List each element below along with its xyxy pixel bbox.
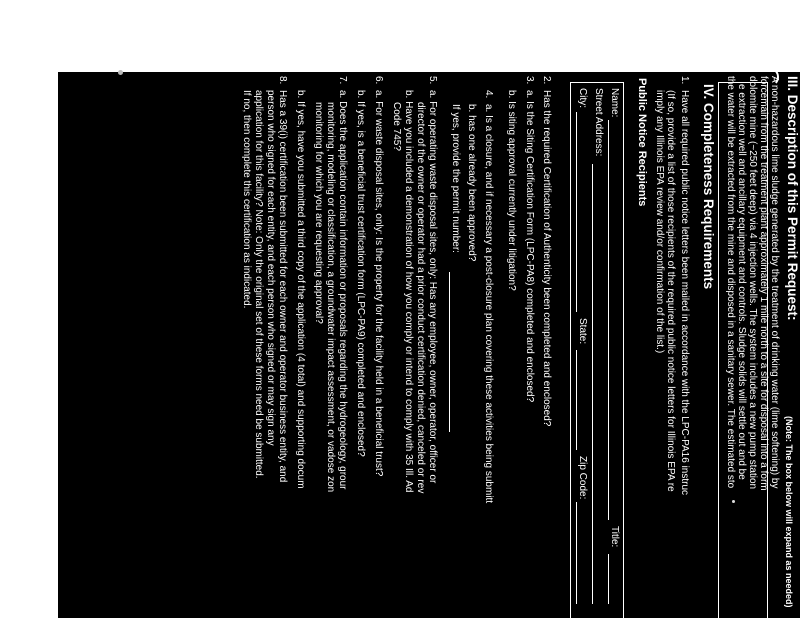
scan-speck — [732, 500, 735, 503]
item-7-number: 7. — [337, 76, 348, 85]
city-label: City: — [577, 88, 588, 108]
description-line-3: dolomite mine (~250 feet deep) via 4 injection wells. The system includes a new pump station — [747, 76, 758, 490]
section-3-note: (Note: The box below will expand as needed) — [784, 416, 794, 608]
title-label: Title: — [609, 526, 620, 548]
item-8-text-cont-3: If no, then complete this certification as indicated. — [241, 90, 252, 309]
city-field[interactable] — [576, 112, 577, 312]
item-3a-text: a. Is the Siting Certification Form (LPC-PA8) completed and enclosed? — [524, 90, 535, 403]
item-1-text: Have all required public notice letters been mailed in accordance with the LPC-PA16 instruc — [679, 90, 690, 496]
item-5a-text: a. For operating waste disposal sites, only: Has any employee, owner, operator, officer or — [427, 90, 438, 484]
item-7a-text-cont-1: monitoring, modeling or classification, a groundwater impact assessment, or vadose zon — [325, 102, 336, 493]
item-4-number: 4. — [483, 90, 494, 99]
item-1-sub-1: (If so, provide a list of those recipients of the required public notice letters for Illinois EPA re — [665, 90, 676, 492]
item-5-number: 5. — [427, 76, 438, 85]
permit-number-label: If yes, provide the permit number: — [450, 104, 461, 253]
scan-speck — [118, 70, 123, 75]
item-6b-text: b. If yes, is a beneficial trust certification form (LPC-PA9) completed and enclosed? — [355, 90, 366, 457]
description-line-5: the water will be extracted from the mine and disposed in a sanitary sewer. The estimated sto — [725, 76, 736, 489]
item-3-number: 3. — [524, 76, 535, 85]
public-notice-heading: Public Notice Recipients — [636, 78, 648, 207]
item-1-sub-2: imply any Illinois EPA review and/or confirmation of the list.) — [654, 90, 665, 354]
description-line-1: A non-hazardous lime sludge generated by the treatment of drinking water (lime softening) by — [769, 76, 780, 489]
rotated-document — [58, 72, 800, 618]
item-7a-text-cont-2: monitoring for which you are requesting approval? — [313, 102, 324, 324]
item-4a-text: a. Is a closure, and if necessary a post-closure plan covering these activities being submitt — [483, 104, 494, 504]
item-6-number: 6. — [373, 76, 384, 85]
name-field[interactable] — [608, 120, 609, 520]
zip-code-field[interactable] — [576, 502, 577, 604]
state-field[interactable] — [576, 350, 577, 450]
item-1-number: 1. — [679, 76, 690, 85]
description-line-4: e extraction well and ancillary equipment and controls. Sludge solids will settle out and be — [736, 84, 747, 480]
item-2-number: 2. — [541, 76, 552, 85]
item-5b-text: b. Have you included a demonstration of how you comply or intend to comply with 35 Ill. Ad — [403, 90, 414, 493]
item-5b-text-cont: Code 745? — [391, 102, 402, 151]
zip-code-label: Zip Code: — [577, 456, 588, 500]
street-address-field[interactable] — [592, 164, 593, 604]
item-8-number: 8. — [277, 76, 288, 85]
item-3b-text: b. Is siting approval currently under litigation? — [506, 90, 517, 291]
item-6a-text: a. For waste disposal sites, only: Is the property for the facility held in a beneficial trust? — [373, 90, 384, 477]
item-8-text-cont-1: person who signed for each entity, and each person who signed or may sign any — [265, 90, 276, 446]
permit-number-field[interactable] — [449, 272, 450, 432]
scanned-page — [58, 72, 800, 618]
item-4b-text: b. has one already been approved? — [466, 104, 477, 262]
description-line-2: forcemain from the treatment plant approximately 1 mile north to a site for disposal into a form — [758, 76, 769, 491]
name-label: Name: — [609, 88, 620, 118]
item-8-text: Has a 39(i) certification been submitted for each owner and operator business entity, and — [277, 90, 288, 483]
item-7b-text: b. If yes, have you submitted a third copy of the application (4 total) and supporting docum — [295, 90, 306, 489]
section-4-heading: IV. Completeness Requirements — [701, 84, 716, 290]
item-8-text-cont-2: application for this facility? Note: Only the original set of these forms need be submitted. — [253, 90, 264, 479]
street-address-label: Street Address: — [593, 88, 604, 157]
state-label: State: — [577, 318, 588, 345]
title-field[interactable] — [608, 554, 609, 604]
item-5a-text-cont: director of the owner or operator had a prior conduct certification denied, canceled or rev — [415, 102, 426, 494]
item-7a-text: a. Does the application contain information or proposals regarding the hydrogeology, grour — [337, 90, 348, 490]
section-3-heading: III. Description of this Permit Request: — [785, 76, 800, 321]
item-2-text: Has the required Certification of Authenticity been completed and enclosed? — [541, 90, 552, 427]
